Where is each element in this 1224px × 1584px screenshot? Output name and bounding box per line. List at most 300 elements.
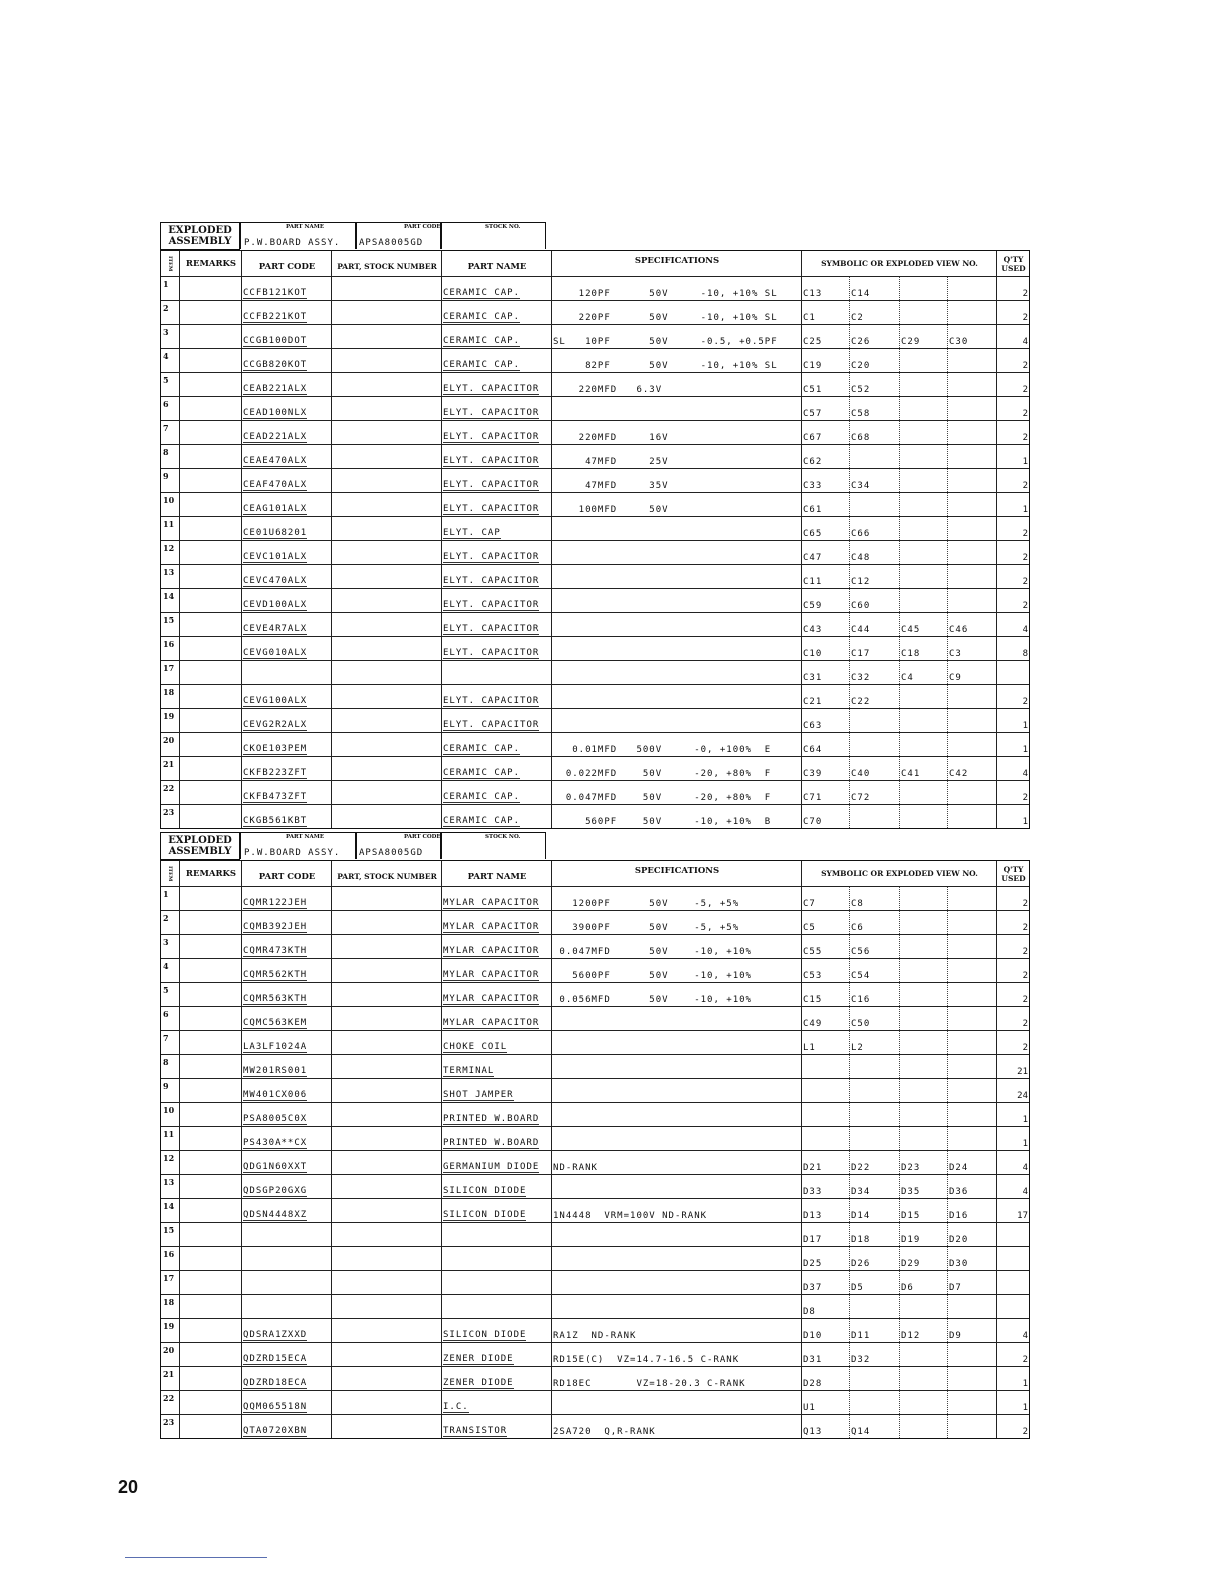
symbol: C7 [803, 899, 816, 909]
stock-number-cell [331, 733, 332, 756]
symbol: Q13 [803, 1427, 823, 1437]
item-number: 5 [163, 985, 169, 995]
symbol: C55 [803, 947, 823, 957]
qty-used: 17 [1017, 1211, 1028, 1221]
symbol: C44 [851, 625, 871, 635]
symbol: U1 [803, 1403, 816, 1413]
col-part-name: PART NAME [441, 861, 552, 886]
stock-number-cell [331, 1127, 332, 1150]
stock-number-cell [331, 1367, 332, 1390]
part-code: CEVG2R2ALX [243, 720, 308, 730]
stock-number-cell [331, 1391, 332, 1414]
symbol: L1 [803, 1043, 816, 1053]
part-name: SILICON DIODE [443, 1330, 527, 1340]
qty-used: 21 [1017, 1067, 1028, 1077]
qty-used: 1 [1022, 1379, 1028, 1389]
qty-used: 2 [1022, 385, 1028, 395]
item-number: 9 [163, 1081, 169, 1091]
symbol: C49 [803, 1019, 823, 1029]
part-name: GERMANIUM DIODE [443, 1162, 540, 1172]
table-row [161, 958, 1029, 982]
stock-number-cell [331, 1055, 332, 1078]
part-code: QQM065518N [243, 1402, 308, 1412]
part-code: CEAD221ALX [243, 432, 308, 442]
item-number: 14 [163, 1201, 175, 1211]
stock-number-cell [331, 277, 332, 300]
exploded-assembly-label: EXPLODED ASSEMBLY [160, 832, 240, 860]
qty-used: 2 [1022, 1019, 1028, 1029]
part-code: CEVD100ALX [243, 600, 308, 610]
stock-number-cell [331, 589, 332, 612]
symbol: C51 [803, 385, 823, 395]
symbol: D8 [803, 1307, 816, 1317]
stock-number-cell [331, 637, 332, 660]
qty-used: 4 [1022, 625, 1028, 635]
symbol: C63 [803, 721, 823, 731]
table-row [161, 1294, 1029, 1318]
qty-used: 2 [1022, 1043, 1028, 1053]
item-number: 21 [163, 759, 175, 769]
symbol: C18 [901, 649, 921, 659]
symbol: D37 [803, 1283, 823, 1293]
symbol: C47 [803, 553, 823, 563]
symbol: C22 [851, 697, 871, 707]
item-number: 19 [163, 711, 175, 721]
table-row [161, 636, 1029, 660]
stock-number-cell [331, 349, 332, 372]
part-code: CEVE4R7ALX [243, 624, 308, 634]
symbol: D23 [901, 1163, 921, 1173]
table-row [161, 1414, 1029, 1438]
col-specifications: SPECIFICATIONS [551, 251, 802, 276]
part-name: ELYT. CAPACITOR [443, 624, 540, 634]
assembly-stock-no-box [440, 832, 546, 859]
table-row [161, 1006, 1029, 1030]
part-code: CCGB100DOT [243, 336, 308, 346]
specification: 0.047MFD 50V -20, +80% F [553, 793, 772, 803]
item-number: 3 [163, 327, 169, 337]
symbol: C45 [901, 625, 921, 635]
part-name: CERAMIC CAP. [443, 816, 521, 826]
part-name: TRANSISTOR [443, 1426, 508, 1436]
symbol: C29 [901, 337, 921, 347]
symbol: C60 [851, 601, 871, 611]
part-code: CCGB820KOT [243, 360, 308, 370]
table-row [161, 1126, 1029, 1150]
symbol: C61 [803, 505, 823, 515]
qty-used: 2 [1022, 971, 1028, 981]
symbol: C12 [851, 577, 871, 587]
symbol: C19 [803, 361, 823, 371]
table-row [161, 1270, 1029, 1294]
part-name: PRINTED W.BOARD [443, 1138, 540, 1148]
item-number: 17 [163, 1273, 175, 1283]
symbol: C46 [949, 625, 969, 635]
page-number: 20 [118, 1477, 139, 1497]
part-code: MW201RS001 [243, 1066, 308, 1076]
symbol: D7 [949, 1283, 962, 1293]
symbol: C68 [851, 433, 871, 443]
col-item: ITEM [167, 865, 173, 882]
stock-number-cell [331, 1223, 332, 1246]
symbol: D16 [949, 1211, 969, 1221]
symbol: C42 [949, 769, 969, 779]
table-row [161, 910, 1029, 934]
stock-number-cell [331, 959, 332, 982]
symbol: C33 [803, 481, 823, 491]
assembly-part-name-box [240, 832, 357, 859]
stock-number-cell [331, 1175, 332, 1198]
symbol: C53 [803, 971, 823, 981]
symbol: D26 [851, 1259, 871, 1269]
qty-used: 2 [1022, 1355, 1028, 1365]
assembly-part-code-box [355, 222, 442, 249]
part-code: LA3LF1024A [243, 1042, 308, 1052]
item-number: 23 [163, 1417, 175, 1427]
col-part-name: PART NAME [441, 251, 552, 276]
stock-number-cell [331, 911, 332, 934]
table-row [161, 324, 1029, 348]
qty-used: 4 [1022, 1187, 1028, 1197]
item-number: 16 [163, 639, 175, 649]
symbol: D34 [851, 1187, 871, 1197]
part-name: CERAMIC CAP. [443, 768, 521, 778]
part-code: MW401CX006 [243, 1090, 308, 1100]
specification: RD15E(C) VZ=14.7-16.5 C-RANK [553, 1355, 740, 1365]
stock-number-cell [331, 757, 332, 780]
part-code: CQMR563KTH [243, 994, 308, 1004]
symbol: C70 [803, 817, 823, 827]
symbol: D15 [901, 1211, 921, 1221]
table-row [161, 540, 1029, 564]
part-code: CQMC563KEM [243, 1018, 308, 1028]
specification: 5600PF 50V -10, +10% [553, 971, 752, 981]
qty-used: 8 [1022, 649, 1028, 659]
specification: 0.022MFD 50V -20, +80% F [553, 769, 772, 779]
specification: 120PF 50V -10, +10% SL [553, 289, 778, 299]
stock-number-cell [331, 1271, 332, 1294]
assembly-part-code: APSA8005GD [359, 848, 424, 858]
item-number: 5 [163, 375, 169, 385]
qty-used: 2 [1022, 923, 1028, 933]
stock-number-cell [331, 1031, 332, 1054]
item-number: 12 [163, 543, 175, 553]
qty-used: 2 [1022, 601, 1028, 611]
assembly-part-name: P.W.BOARD ASSY. [244, 238, 341, 248]
symbol: D11 [851, 1331, 871, 1341]
table-row [161, 612, 1029, 636]
symbol: C26 [851, 337, 871, 347]
symbol: C10 [803, 649, 823, 659]
item-number: 8 [163, 1057, 169, 1067]
stock-number-cell [331, 325, 332, 348]
item-number: 23 [163, 807, 175, 817]
col-qty: Q'TY USED [996, 861, 1030, 886]
item-number: 13 [163, 1177, 175, 1187]
item-number: 6 [163, 1009, 169, 1019]
part-code: CQMR562KTH [243, 970, 308, 980]
symbol: C14 [851, 289, 871, 299]
qty-used: 1 [1022, 505, 1028, 515]
specification: 3900PF 50V -5, +5% [553, 923, 740, 933]
symbol: C39 [803, 769, 823, 779]
qty-used: 2 [1022, 553, 1028, 563]
part-name: ELYT. CAPACITOR [443, 720, 540, 730]
item-number: 10 [163, 495, 175, 505]
part-name: ELYT. CAPACITOR [443, 696, 540, 706]
part-name: ELYT. CAPACITOR [443, 576, 540, 586]
item-number: 16 [163, 1249, 175, 1259]
symbol: D25 [803, 1259, 823, 1269]
stock-number-cell [331, 685, 332, 708]
item-number: 2 [163, 913, 169, 923]
part-code: CEVC470ALX [243, 576, 308, 586]
part-name-label: PART NAME [286, 224, 325, 230]
qty-used: 24 [1017, 1091, 1028, 1101]
symbol: D19 [901, 1235, 921, 1245]
symbol: C71 [803, 793, 823, 803]
item-number: 7 [163, 1033, 169, 1043]
part-name: SILICON DIODE [443, 1186, 527, 1196]
symbol: C1 [803, 313, 816, 323]
col-symbolic: SYMBOLIC OR EXPLODED VIEW NO. [801, 251, 997, 276]
table-row [161, 516, 1029, 540]
symbol: C48 [851, 553, 871, 563]
column-headers [161, 861, 1029, 886]
qty-used: 2 [1022, 1427, 1028, 1437]
part-name: ELYT. CAPACITOR [443, 648, 540, 658]
table-row [161, 1150, 1029, 1174]
stock-number-cell [331, 373, 332, 396]
part-code: CE01U68201 [243, 528, 308, 538]
part-name: ZENER DIODE [443, 1378, 514, 1388]
symbol: D9 [949, 1331, 962, 1341]
symbol: D14 [851, 1211, 871, 1221]
part-name: ELYT. CAPACITOR [443, 480, 540, 490]
item-number: 19 [163, 1321, 175, 1331]
stock-number-cell [331, 301, 332, 324]
item-number: 8 [163, 447, 169, 457]
item-number: 20 [163, 1345, 175, 1355]
item-number: 22 [163, 1393, 175, 1403]
qty-used: 1 [1022, 1403, 1028, 1413]
symbol: C15 [803, 995, 823, 1005]
qty-used: 4 [1022, 337, 1028, 347]
stock-number-cell [331, 565, 332, 588]
stock-number-cell [331, 781, 332, 804]
table-row [161, 732, 1029, 756]
specification: 47MFD 35V [553, 481, 669, 491]
part-code: PSA8005C0X [243, 1114, 308, 1124]
part-name: CERAMIC CAP. [443, 336, 521, 346]
stock-number-cell [331, 397, 332, 420]
stock-number-cell [331, 805, 332, 828]
part-code: CCFB221KOT [243, 312, 308, 322]
item-number: 1 [163, 279, 169, 289]
item-number: 21 [163, 1369, 175, 1379]
symbol: D22 [851, 1163, 871, 1173]
table-row [161, 1222, 1029, 1246]
symbol: D24 [949, 1163, 969, 1173]
part-code: CEAE470ALX [243, 456, 308, 466]
symbol: C11 [803, 577, 823, 587]
symbol: D17 [803, 1235, 823, 1245]
qty-used: 2 [1022, 529, 1028, 539]
table-row [161, 588, 1029, 612]
symbol: C4 [901, 673, 914, 683]
stock-no-label: STOCK NO. [485, 834, 521, 840]
stock-number-cell [331, 469, 332, 492]
stock-number-cell [331, 1295, 332, 1318]
stock-number-cell [331, 445, 332, 468]
table-row [161, 372, 1029, 396]
stock-number-cell [331, 709, 332, 732]
symbol: D32 [851, 1355, 871, 1365]
part-name: ELYT. CAPACITOR [443, 408, 540, 418]
symbol: C21 [803, 697, 823, 707]
part-name: PRINTED W.BOARD [443, 1114, 540, 1124]
column-headers [161, 251, 1029, 276]
specification: 82PF 50V -10, +10% SL [553, 361, 778, 371]
qty-used: 2 [1022, 793, 1028, 803]
specification: 0.047MFD 50V -10, +10% [553, 947, 752, 957]
symbol: C5 [803, 923, 816, 933]
stock-number-cell [331, 541, 332, 564]
assembly-part-code-box [355, 832, 442, 859]
item-number: 7 [163, 423, 169, 433]
stock-number-cell [331, 613, 332, 636]
col-stock-number: PART, STOCK NUMBER [331, 251, 442, 276]
stock-number-cell [331, 1247, 332, 1270]
assembly-stock-no-box [440, 222, 546, 249]
table-row [161, 1054, 1029, 1078]
table-row [161, 492, 1029, 516]
symbol: C58 [851, 409, 871, 419]
table-row [161, 886, 1029, 910]
symbol: C57 [803, 409, 823, 419]
item-number: 15 [163, 615, 175, 625]
parts-table [160, 832, 1030, 1439]
stock-number-cell [331, 935, 332, 958]
symbol: C6 [851, 923, 864, 933]
symbol: D33 [803, 1187, 823, 1197]
table-row [161, 780, 1029, 804]
part-code: CEAF470ALX [243, 480, 308, 490]
table-row [161, 396, 1029, 420]
part-code: CQMR122JEH [243, 898, 308, 908]
part-code: QDSN4448XZ [243, 1210, 308, 1220]
qty-used: 2 [1022, 313, 1028, 323]
assembly-header [160, 222, 1030, 250]
part-code: CCFB121KOT [243, 288, 308, 298]
specification: ND-RANK [553, 1163, 598, 1173]
symbol: C41 [901, 769, 921, 779]
qty-used: 1 [1022, 457, 1028, 467]
qty-used: 2 [1022, 433, 1028, 443]
symbol: C72 [851, 793, 871, 803]
part-code: QDG1N60XXT [243, 1162, 308, 1172]
part-code: QTA0720XBN [243, 1426, 308, 1436]
col-remarks: REMARKS [179, 861, 242, 886]
symbol: D13 [803, 1211, 823, 1221]
symbol: D29 [901, 1259, 921, 1269]
item-number: 4 [163, 961, 169, 971]
symbol: C16 [851, 995, 871, 1005]
symbol: C9 [949, 673, 962, 683]
symbol: C17 [851, 649, 871, 659]
table-row [161, 348, 1029, 372]
symbol: C59 [803, 601, 823, 611]
part-code: CKFB473ZFT [243, 792, 308, 802]
table-row [161, 1342, 1029, 1366]
symbol: C64 [803, 745, 823, 755]
part-code: CEAD100NLX [243, 408, 308, 418]
part-code: CQMR473KTH [243, 946, 308, 956]
part-name: SHOT JAMPER [443, 1090, 514, 1100]
symbol: C65 [803, 529, 823, 539]
part-name: I.C. [443, 1402, 469, 1412]
specification: 0.056MFD 50V -10, +10% [553, 995, 752, 1005]
qty-used: 2 [1022, 361, 1028, 371]
part-name: ELYT. CAP [443, 528, 501, 538]
specification: 1200PF 50V -5, +5% [553, 899, 740, 909]
part-name: TERMINAL [443, 1066, 495, 1076]
stock-number-cell [331, 1079, 332, 1102]
table-row [161, 804, 1029, 828]
stock-number-cell [331, 1199, 332, 1222]
item-number: 11 [163, 519, 175, 529]
part-code: QDSRA1ZXXD [243, 1330, 308, 1340]
table-row [161, 1246, 1029, 1270]
qty-used: 2 [1022, 995, 1028, 1005]
part-name-label: PART NAME [286, 834, 325, 840]
symbol: C43 [803, 625, 823, 635]
table-row [161, 564, 1029, 588]
part-name: MYLAR CAPACITOR [443, 994, 540, 1004]
symbol: D35 [901, 1187, 921, 1197]
col-remarks: REMARKS [179, 251, 242, 276]
symbol: D10 [803, 1331, 823, 1341]
stock-number-cell [331, 661, 332, 684]
table-row [161, 276, 1029, 300]
part-name: MYLAR CAPACITOR [443, 922, 540, 932]
table-row [161, 708, 1029, 732]
part-name: MYLAR CAPACITOR [443, 946, 540, 956]
table-row [161, 684, 1029, 708]
table-row [161, 1030, 1029, 1054]
specification: 0.01MFD 500V -0, +100% E [553, 745, 772, 755]
part-code-label: PART CODE [404, 224, 441, 230]
part-code: CKFB223ZFT [243, 768, 308, 778]
item-number: 17 [163, 663, 175, 673]
symbol: D12 [901, 1331, 921, 1341]
qty-used: 1 [1022, 1115, 1028, 1125]
symbol: C20 [851, 361, 871, 371]
part-name: MYLAR CAPACITOR [443, 1018, 540, 1028]
qty-used: 2 [1022, 947, 1028, 957]
col-qty: Q'TY USED [996, 251, 1030, 276]
col-symbolic: SYMBOLIC OR EXPLODED VIEW NO. [801, 861, 997, 886]
table-row [161, 982, 1029, 1006]
part-code: CEVG100ALX [243, 696, 308, 706]
part-code: PS430A**CX [243, 1138, 308, 1148]
part-name: CERAMIC CAP. [443, 288, 521, 298]
part-name: ELYT. CAPACITOR [443, 600, 540, 610]
specification: RD18EC VZ=18-20.3 C-RANK [553, 1379, 746, 1389]
qty-used: 2 [1022, 481, 1028, 491]
table-row [161, 1102, 1029, 1126]
part-name: CERAMIC CAP. [443, 792, 521, 802]
